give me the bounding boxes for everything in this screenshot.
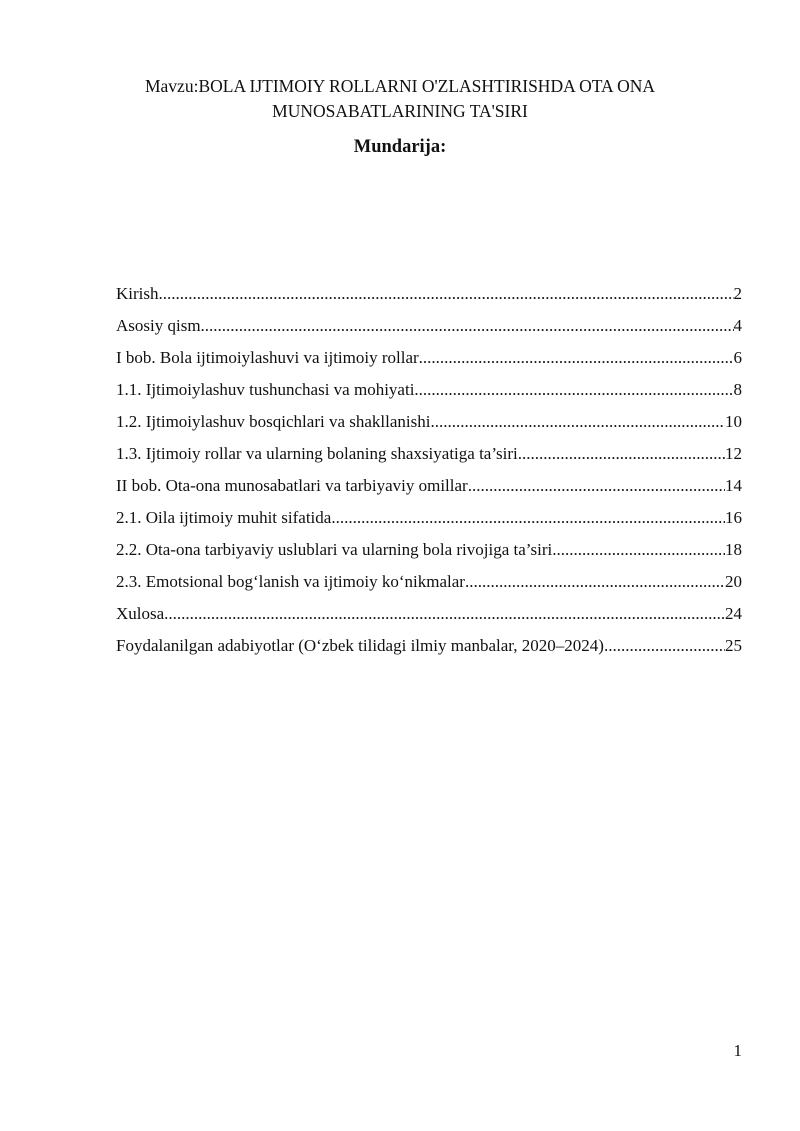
toc-entry-label: Asosiy qism — [116, 316, 201, 335]
toc-entry-page: 24 — [725, 604, 742, 623]
toc-dot-leader — [465, 570, 725, 594]
toc-entry-label: Kirish — [116, 284, 159, 303]
toc-entry-page: 4 — [733, 316, 742, 335]
toc-entry-page: 8 — [733, 380, 742, 399]
toc-dot-leader — [414, 378, 733, 402]
toc-entry — [116, 314, 742, 346]
toc-entry-page: 12 — [725, 444, 742, 463]
toc-entry-page: 16 — [725, 508, 742, 527]
toc-dot-leader — [518, 442, 725, 466]
toc-heading: Mundarija: — [353, 137, 447, 157]
toc-entry — [116, 346, 742, 378]
title-line-1: Mavzu:BOLA IJTIMOIY ROLLARNI O'ZLASHTIRISHDA OTA ONA — [144, 76, 656, 96]
toc-entry — [116, 378, 742, 410]
toc-entry-label: 1.2. Ijtimoiylashuv bosqichlari va shakllanishi — [116, 412, 431, 431]
toc-entry-label: 1.3. Ijtimoiy rollar va ularning bolaning shaxsiyatiga ta’siri — [116, 444, 518, 463]
toc-entry-label: Foydalanilgan adabiyotlar (O‘zbek tilidagi ilmiy manbalar, 2020–2024) — [116, 636, 604, 655]
toc-entry-page: 25 — [725, 636, 742, 655]
toc-dot-leader — [331, 506, 725, 530]
toc-entry-label: I bob. Bola ijtimoiylashuvi va ijtimoiy rollar — [116, 348, 419, 367]
toc-entry-label: 1.1. Ijtimoiylashuv tushunchasi va mohiyati — [116, 380, 415, 399]
toc-dot-leader — [164, 602, 725, 626]
toc-entry-page: 20 — [725, 572, 742, 591]
toc-dot-leader — [419, 346, 734, 370]
toc-entry-label: 2.2. Ota-ona tarbiyaviy uslublari va ularning bola rivojiga ta’siri — [116, 540, 553, 559]
toc-entry — [116, 410, 742, 442]
toc-entry — [116, 442, 742, 474]
toc-entry — [116, 602, 742, 634]
toc-dot-leader — [552, 538, 725, 562]
toc-dot-leader — [604, 634, 725, 658]
toc-entry — [116, 538, 742, 570]
toc-dot-leader — [468, 474, 725, 498]
toc-entry-label: II bob. Ota-ona munosabatlari va tarbiyaviy omillar — [116, 476, 468, 495]
title-line-2: MUNOSABATLARINING TA'SIRI — [272, 101, 528, 121]
toc-entry-page: 18 — [725, 540, 742, 559]
toc-dot-leader — [159, 282, 734, 306]
page-number: 1 — [733, 1041, 742, 1060]
toc-entry — [116, 474, 742, 506]
toc-entry — [116, 634, 742, 666]
toc-dot-leader — [201, 314, 734, 338]
toc-entry — [116, 570, 742, 602]
toc-dot-leader — [430, 410, 725, 434]
toc-entry — [116, 282, 742, 314]
toc-entry-page: 10 — [725, 412, 742, 431]
document-title — [100, 74, 700, 124]
toc-entry-page: 2 — [733, 284, 742, 303]
toc-entry — [116, 506, 742, 538]
toc-entry-label: Xulosa — [116, 604, 165, 623]
table-of-contents — [116, 282, 742, 666]
toc-entry-page: 14 — [725, 476, 742, 495]
toc-entry-label: 2.1. Oila ijtimoiy muhit sifatida — [116, 508, 332, 527]
toc-entry-page: 6 — [733, 348, 742, 367]
toc-entry-label: 2.3. Emotsional bog‘lanish va ijtimoiy ko‘nikmalar — [116, 572, 465, 591]
